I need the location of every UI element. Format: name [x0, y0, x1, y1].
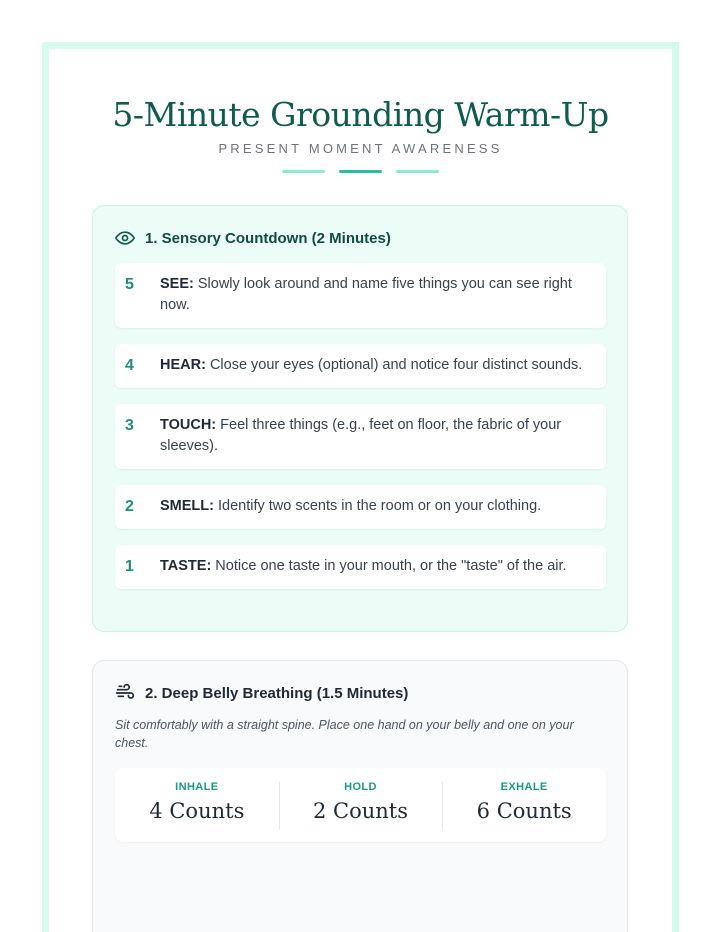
- item-number: 3: [125, 417, 134, 434]
- divider-segment: [339, 170, 382, 173]
- item-description: Slowly look around and name five things you can see right now.: [160, 276, 572, 313]
- item-number: 5: [125, 276, 134, 293]
- item-number: 4: [125, 357, 134, 374]
- list-item: [115, 344, 606, 388]
- page-subtitle: PRESENT MOMENT AWARENESS: [218, 141, 503, 156]
- sensory-list: [115, 263, 606, 605]
- phase-label: INHALE: [175, 781, 219, 793]
- item-text: [160, 355, 582, 376]
- list-item: [115, 404, 606, 469]
- page-frame: [42, 42, 679, 932]
- item-description: Notice one taste in your mouth, or the "taste" of the air.: [211, 558, 567, 574]
- item-description: Close your eyes (optional) and notice four distinct sounds.: [205, 357, 583, 373]
- title-divider: [49, 170, 672, 173]
- item-number: 2: [125, 498, 134, 515]
- phase-value: 2 Counts: [313, 799, 409, 823]
- item-text: [160, 556, 567, 577]
- list-item: [115, 263, 606, 328]
- item-description: Feel three things (e.g., feet on floor, the fabric of your sleeves).: [160, 417, 562, 454]
- item-text: [160, 274, 588, 316]
- item-text: [160, 415, 588, 457]
- item-label: HEAR:: [160, 357, 206, 373]
- eye-icon: [115, 228, 135, 248]
- item-text: [160, 496, 541, 517]
- phase-label: EXHALE: [500, 781, 548, 793]
- sensory-countdown-section: [92, 205, 628, 632]
- item-description: Identify two scents in the room or on your clothing.: [213, 498, 542, 514]
- wind-icon: [115, 683, 135, 703]
- phase-exhale: [442, 768, 606, 842]
- section-title: 1. Sensory Countdown (2 Minutes): [145, 229, 391, 247]
- section-title: 2. Deep Belly Breathing (1.5 Minutes): [145, 684, 409, 702]
- item-label: SEE:: [160, 276, 194, 292]
- section-header: [115, 228, 391, 248]
- breathing-intro: Sit comfortably with a straight spine. Place one hand on your belly and one on your chest.: [115, 718, 574, 750]
- section-header: [115, 683, 408, 703]
- divider-segment: [282, 170, 325, 173]
- item-number: 1: [125, 558, 134, 575]
- phase-value: 4 Counts: [149, 799, 245, 823]
- item-label: TOUCH:: [160, 417, 217, 433]
- list-item: [115, 485, 606, 529]
- phase-value: 6 Counts: [476, 799, 572, 823]
- divider-segment: [396, 170, 439, 173]
- page-title: 5-Minute Grounding Warm-Up: [112, 95, 609, 134]
- phase-hold: [279, 768, 443, 842]
- list-item: [115, 545, 606, 589]
- phase-label: HOLD: [344, 781, 377, 793]
- breathing-counts: [115, 768, 606, 842]
- item-label: SMELL:: [160, 498, 214, 514]
- phase-inhale: [115, 768, 279, 842]
- header: [49, 95, 672, 173]
- breathing-section: [92, 660, 628, 932]
- item-label: TASTE:: [160, 558, 212, 574]
